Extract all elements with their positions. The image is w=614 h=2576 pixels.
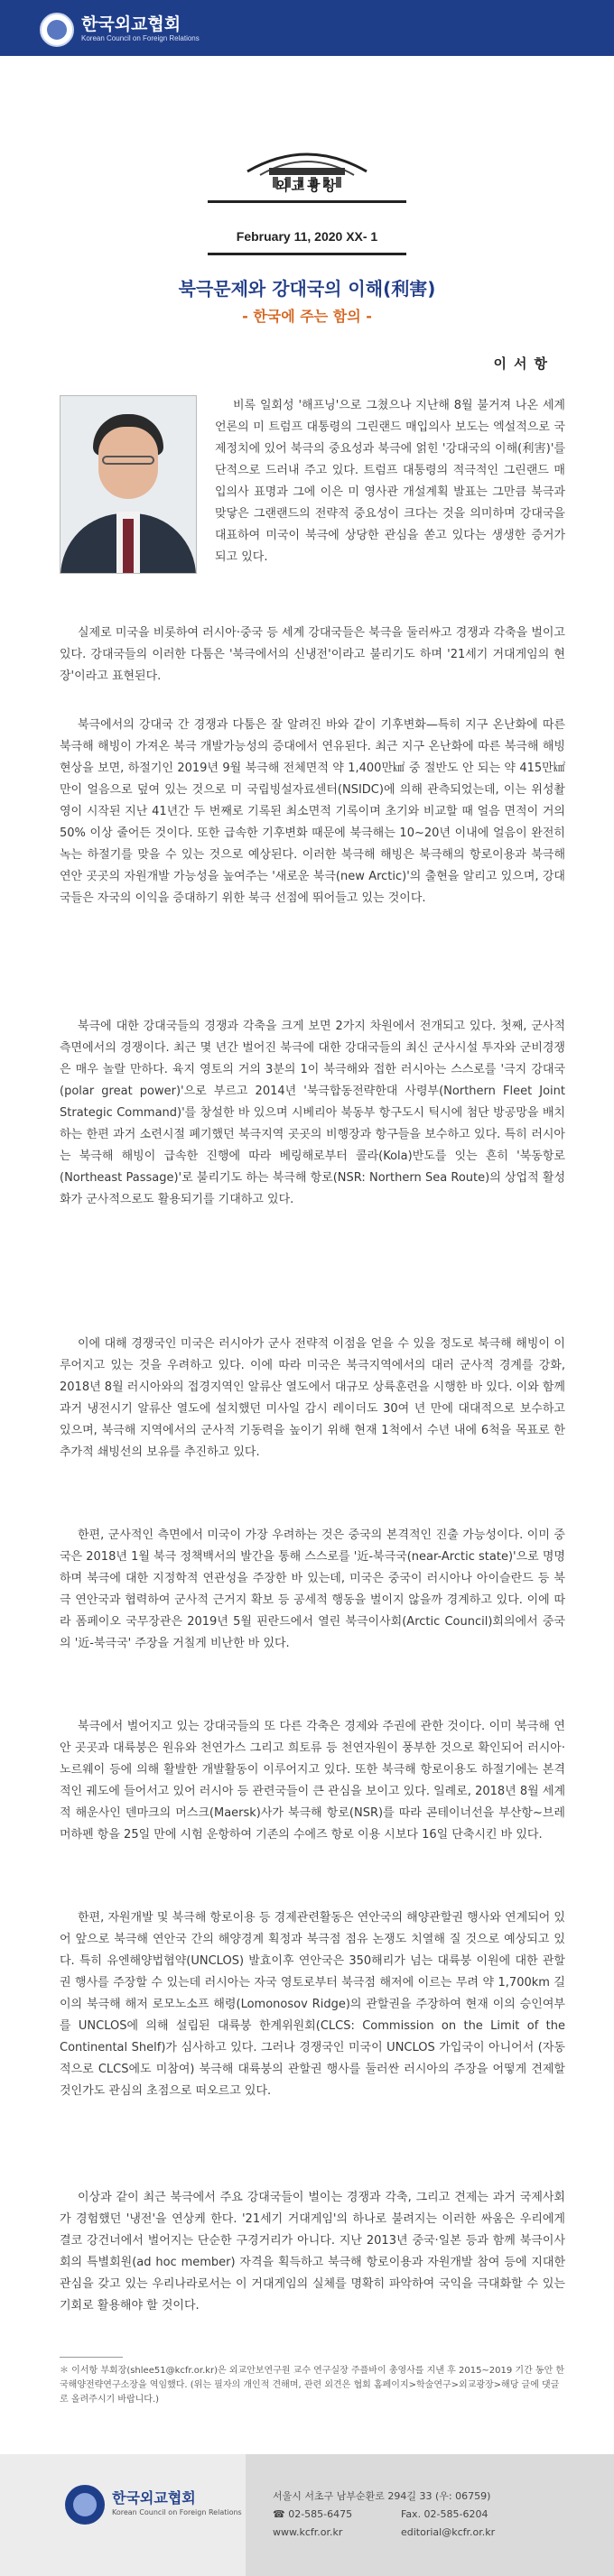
emblem-text: 외교광장 [275, 178, 339, 194]
article-subtitle: - 한국에 주는 함의 - [242, 308, 372, 325]
footer-address: 서울시 서초구 남부순환로 294길 33 (우: 06759) [273, 2490, 491, 2502]
footer-email-link[interactable]: editorial@kcfr.or.kr [401, 2526, 496, 2538]
article-paragraph: 북극에서 벌어지고 있는 강대국들의 또 다른 각축은 경제와 주권에 관한 것이다. 이미 북극해 연안 곳곳과 대륙붕은 원유와 천연가스 그리고 희토류 등 천연자원이 풍부한 것으로 확인되어 러시아·노르웨이 등에 의해 활발한 개발활동이 이루어지고 있다. 또한 북극해 항로이용도 하절기에는 본격적인 궤도에 들어서고 있어 러시아 등 관련국들이 큰 관심을 보이고 있다. 일례로, 2018년 8월 세계적 해운사인 덴마크의 머스크(Maersk)사가 북극해 항로(NSR)를 따라 콘테이너선을 부산항~브레머하펜 항을 25일 만에 시험 운항하여 기존의 수에즈 항로 이용 시보다 16일 단축시킨 바 있다. [60, 1720, 565, 1842]
footer-phone: ☎ 02-585-6475 [273, 2508, 353, 2520]
article-paragraph: 한편, 자원개발 및 북극해 항로이용 등 경제관련활동은 연안국의 해양관할권 행사와 연계되어 있어 앞으로 북극해 연안국 간의 해양경계 획정과 북극점 점유 논쟁도 치열해 질 것으로 예상되고 있다. 특히 유엔해양법협약(UNCLOS) 발효이후 연안국은 350해리가 넘는 대륙붕 이원에 대한 관할권 행사를 주장할 수 있는데 러시아는 자국 영토로부터 북극점 해저에 이르는 무려 약 1,700km 길이의 북극해 해저 로모노소프 해령(Lomonosov Ridge)의 관할권을 주장하여 현재 이의 승인여부를 UNCLOS에 의해 설립된 대륙붕 한계위원회(CLCS: Commission on the Limit of the Continental Shelf)가 심사하고 있다. 그러나 경쟁국인 미국이 UNCLOS 가입국이 아니어서 (자동적으로 CLCS에도 미참여) 북극해 대륙붕의 관할권 행사를 둘러싼 러시아의 주장을 어떻게 견제할 것인가도 관심의 초점으로 떠오르고 있다. [60, 1911, 565, 2098]
author-name: 이서항 [493, 355, 554, 372]
kcfr-footer-logo-icon [65, 2485, 105, 2525]
header-org-name-en: Korean Council on Foreign Relations [81, 34, 200, 42]
article-title: 북극문제와 강대국의 이해(利害) [178, 278, 436, 300]
article-paragraph: 북극에서의 강대국 간 경쟁과 다툼은 잘 알려진 바와 같이 기후변화—특히 지구 온난화에 따른 북극해 해빙이 가져온 북극 개발가능성의 증대에서 연유된다. 최근 지구 온난화에 따른 북극해 해빙현상을 보면, 하절기인 2019년 9월 북극해 전체면적 약 1,400만㎢ 중 절반도 안 되는 약 415만㎢만이 얼음으로 덮여 있는 것으로 미 국립빙설자료센터(NSIDC)에 의해 관측되었는데, 이는 위성촬영이 시작된 지난 41년간 두 번째로 기록된 최소면적 기록이며 초기와 비교할 때 얼음 면적이 거의 50% 이상 줄어든 것이다. 또한 급속한 기후변화 때문에 북극해는 10~20년 이내에 얼음이 완전히 녹는 하절기를 맞을 수 있는 것으로 예상된다. 이러한 북극해 해빙은 북극해의 항로이용과 북극해 연안 곳곳의 자원개발 가능성을 높여주는 '새로운 북극(new Arctic)'의 출현을 알리고 있으며, 강대국들은 자국의 이익을 증대하기 위한 북극 선점에 뛰어들고 있는 것이다. [60, 718, 565, 905]
article-paragraph: 비록 일회성 '해프닝'으로 그쳤으나 지난해 8월 불거져 나온 세계 언론의 미 트럼프 대통령의 그린랜드 매입의사 보도는 엑설적으로 국제정치에 있어 북극의 중요성과 북극에 얽힌 '강대국의 이해(利害)'를 단적으로 드러내 주고 있다. 트럼프 대통령의 적극적인 그린랜드 매입의사 표명과 그에 이은 미 영사관 개설계획 발표는 그만큼 북극과 맞닿은 그랜랜드의 전략적 중요성이 크다는 것을 의미하며 강대국을 대표하여 미국이 북극에 상당한 관심을 쏟고 있다는 생생한 증거가 되고 있다. [215, 399, 565, 564]
header-banner [0, 0, 614, 56]
footnote-divider [60, 2357, 123, 2358]
article-paragraph: 이에 대해 경쟁국인 미국은 러시아가 군사 전략적 이점을 얻을 수 있을 정도로 북극해 해빙이 이루어지고 있는 것을 우려하고 있다. 이에 따라 미국은 북극지역에서의 대러 군사적 경계를 강화, 2018년 8월 러시아와의 접경지역인 알류산 열도에서 대규모 상륙훈련을 시행한 바 있다. 이와 함께 과거 냉전시기 알류산 열도에 설치했던 미사일 감시 레이더도 30여 년 만에 대대적으로 보수하고 있으며, 북극해 지역에서의 군사적 기동력을 높이기 위해 현재 1척에서 수년 내에 6척을 목표로 한 추가적 쇄빙선의 보유를 추진하고 있다. [60, 1337, 565, 1459]
article-paragraph: 한편, 군사적인 측면에서 미국이 가장 우려하는 것은 중국의 본격적인 진출 가능성이다. 이미 중국은 2018년 1월 북극 정책백서의 발간을 통해 스스로를 '近-북극국(near-Arctic state)'으로 명명하며 북극에 대한 지정학적 연관성을 주장한 바 있는데, 미국은 중국이 러시아나 아이슬란드 등 북극 연안국과 협력하여 군사적 근거지 확보 등 공세적 행동을 벌이지 않을까 경계하고 있다. 이에 따라 폼페이오 국무장관은 2019년 5월 핀란드에서 열린 북극이사회(Arctic Council)회의에서 중국의 '近-북극국' 주장을 거칠게 비난한 바 있다. [60, 1528, 565, 1650]
article-paragraph: 이상과 같이 최근 북극에서 주요 강대국들이 벌이는 경쟁과 각축, 그리고 견제는 과거 국제사회가 경험했던 '냉전'을 연상케 한다. '21세기 거대게임'의 하나로 불려지는 이러한 싸움은 우리에게 결코 강건너에서 벌어지는 단순한 구경거리가 아니다. 지난 2013년 중국·일본 등과 함께 북극이사회의 특별회원(ad hoc member) 자격을 획득하고 북극해 항로이용과 자원개발 참여 등에 지대한 관심을 갖고 있는 우리나라로서는 이 거대게임의 실체를 명확히 파악하여 국익을 극대화할 수 있는 기회로 활용해야 할 것이다. [60, 2191, 565, 2313]
footer-contact-box [246, 2454, 614, 2576]
footer-fax: Fax. 02-585-6204 [401, 2508, 488, 2520]
issue-date: February 11, 2020 XX- 1 [236, 229, 378, 244]
article-paragraph: 북극에 대한 강대국들의 경쟁과 각축을 크게 보면 2가지 차원에서 전개되고 있다. 첫째, 군사적 측면에서의 경쟁이다. 최근 몇 년간 벌어진 북극에 대한 강대국들의 최신 군사시설 투자와 군비경쟁은 매우 놀랄 만하다. 육지 영토의 거의 3분의 1이 북극해와 접한 러시아는 스스로를 '극지 강대국(polar great power)'으로 부르고 2014년 '북극합동전략한대 사령부(Northern Fleet Joint Strategic Command)'를 창설한 바 있으며 시베리아 북동부 항구도시 틱시에 첨단 방공망을 배치하는 한편 과거 소련시절 폐기했던 북극지역 곳곳의 비행장과 항구들을 보수하고 있다. 특히 러시아는 북극해 해빙이 급속한 진행에 따라 베링해로부터 콜라(Kola)반도를 잇는 흔히 '북동항로(Northeast Passage)'로 불리기도 하는 북극해 항로(NSR: Northern Sea Route)의 상업적 활성화가 군사적으로도 활용되기를 기대하고 있다. [60, 1020, 565, 1206]
footer-org-name: 한국외교협회 [112, 2489, 196, 2507]
header-org-name: 한국외교협회 [81, 14, 181, 34]
divider [208, 200, 406, 203]
author-footnote: ＊ 이서항 부회장(shlee51@kcfr.or.kr)은 외교안보연구원 교수 연구실장 주플바이 총영사를 지낸 후 2015~2019 기간 동안 한국해양전략연구소장을 역임했다. (위는 필자의 개인적 견해며, 관련 외견은 협회 홈페이지>학술연구>외교광장>해당 글에 댓글로 올려주시기 바랍니다.) [60, 2366, 565, 2405]
footer-org-name-en: Korean Council on Foreign Relations [112, 2508, 242, 2516]
article-paragraph: 실제로 미국을 비롯하여 러시아·중국 등 세계 강대국들은 북극을 둘러싸고 경쟁과 각축을 벌이고 있다. 강대국들의 이러한 다툼은 '북극에서의 신냉전'이라고 불리기도 하며 '21세기 거대게임의 현장'이라고 표현된다. [60, 626, 565, 683]
footer-website-link[interactable]: www.kcfr.or.kr [273, 2526, 343, 2538]
divider [208, 253, 406, 255]
kcfr-logo-icon [40, 13, 74, 47]
footer [0, 2454, 614, 2576]
